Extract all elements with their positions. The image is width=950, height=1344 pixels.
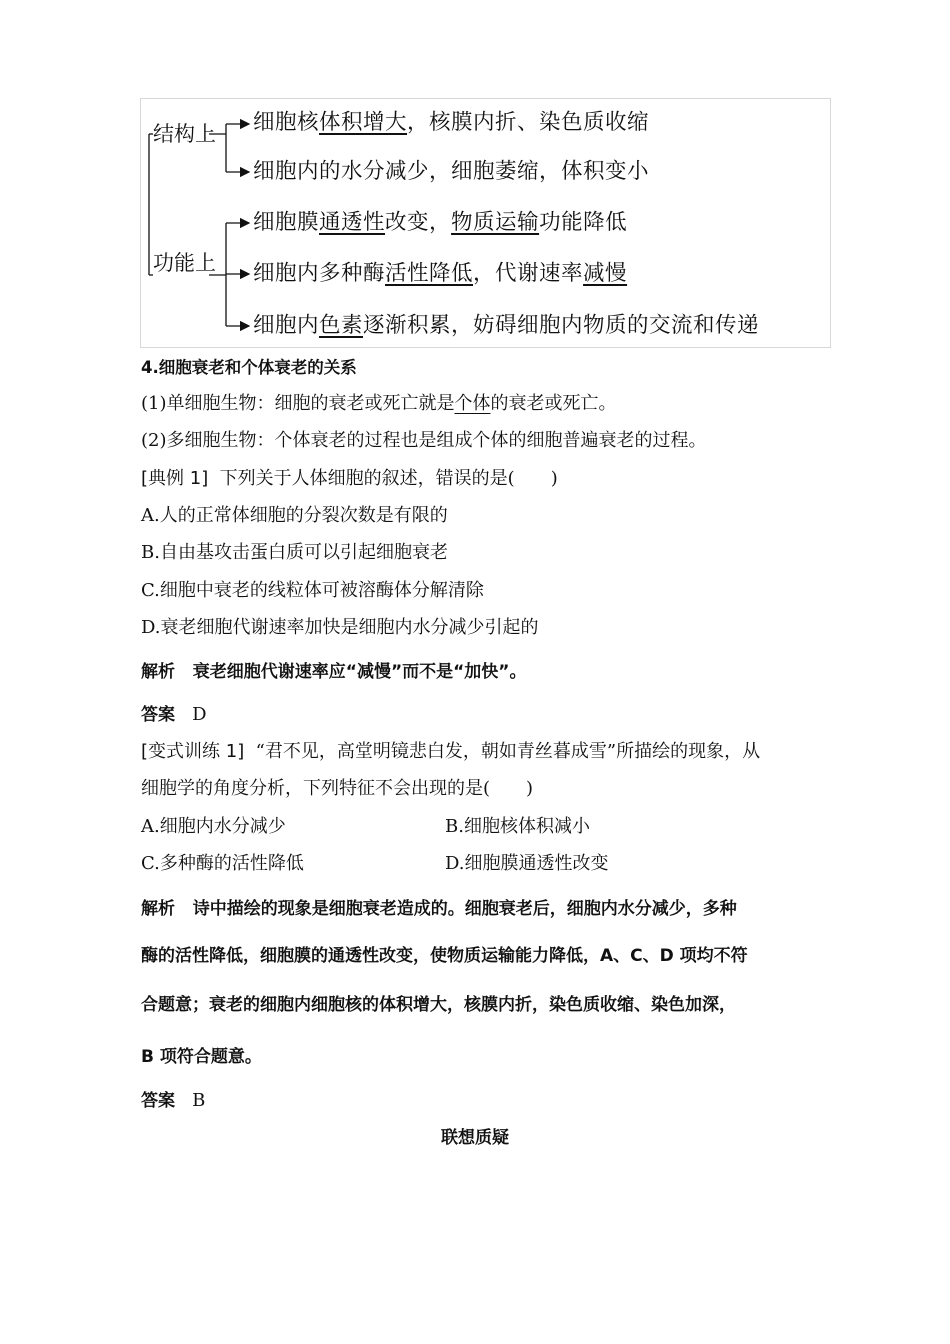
function-line-1 <box>253 209 627 237</box>
example-1-tag: [典例 1] <box>141 468 209 489</box>
line-text-segment: 细胞内多种酶 <box>253 261 386 286</box>
example-1-answer <box>141 703 207 727</box>
underlined-term: 通透性 <box>319 210 386 235</box>
function-label: 功能上 <box>153 251 216 275</box>
variant-1-answer-value: B <box>192 1090 206 1111</box>
variant-1-analysis-line-4: B 项符合题意。 <box>141 1047 262 1067</box>
underlined-term: 体积增大 <box>319 110 408 135</box>
example-1-analysis-text: 衰老细胞代谢速率应“减慢”而不是“加快”。 <box>192 662 527 682</box>
example-1-answer-value: D <box>192 704 207 725</box>
underlined-term: 活性降低 <box>385 261 474 286</box>
variant-1-analysis-line-1 <box>141 897 737 921</box>
example-1-option-d: D.衰老细胞代谢速率加快是细胞内水分减少引起的 <box>141 617 539 638</box>
line-text-segment: 逐渐积累，妨碍细胞内物质的交流和传递 <box>363 313 760 338</box>
variant-1-analysis-line-3: 合题意；衰老的细胞内细胞核的体积增大，核膜内折，染色质收缩、染色加深， <box>141 995 736 1015</box>
example-1-answer-label: 答案 <box>141 705 175 725</box>
line-text-segment: 细胞核 <box>253 110 320 135</box>
line-text-segment: ，代谢速率 <box>473 261 584 286</box>
variant-1-answer <box>141 1089 205 1113</box>
line-text-segment: 细胞内的水分减少，细胞萎缩，体积变小 <box>253 159 650 184</box>
paragraph-1 <box>141 392 617 416</box>
example-1-stem: 下列关于人体细胞的叙述，错误的是( ) <box>219 468 558 489</box>
variant-1-stem-1: “君不见，高堂明镜悲白发，朝如青丝暮成雪”所描绘的现象，从 <box>255 741 761 762</box>
variant-1-option-a: A.细胞内水分减少 <box>141 816 286 837</box>
aging-features-diagram <box>140 98 831 348</box>
structure-label: 结构上 <box>153 122 216 146</box>
variant-1-analysis-text-1: 诗中描绘的现象是细胞衰老造成的。细胞衰老后，细胞内水分减少，多种 <box>192 899 737 919</box>
section-heading: 4.细胞衰老和个体衰老的关系 <box>141 358 357 377</box>
function-line-3 <box>253 312 759 340</box>
underlined-term: 减慢 <box>583 261 628 286</box>
example-1-option-c: C.细胞中衰老的线粒体可被溶酶体分解清除 <box>141 580 484 601</box>
variant-1-option-b: B.细胞核体积减小 <box>445 816 590 837</box>
example-1-analysis <box>141 660 526 684</box>
underlined-term: 物质运输 <box>451 210 540 235</box>
example-1-analysis-label: 解析 <box>141 662 175 682</box>
line-text-segment: 细胞内 <box>253 313 320 338</box>
example-1-option-b: B.自由基攻击蛋白质可以引起细胞衰老 <box>141 542 448 563</box>
structure-line-1 <box>253 109 649 137</box>
paragraph-1-underlined: 个体 <box>454 393 491 414</box>
structure-line-2 <box>253 158 649 186</box>
function-line-2 <box>253 260 627 288</box>
paragraph-1-pre: (1)单细胞生物：细胞的衰老或死亡就是 <box>141 393 455 414</box>
variant-1-answer-label: 答案 <box>141 1091 175 1111</box>
paragraph-2: (2)多细胞生物：个体衰老的过程也是组成个体的细胞普遍衰老的过程。 <box>141 430 707 451</box>
variant-1-analysis-line-2: 酶的活性降低，细胞膜的通透性改变，使物质运输能力降低，A、C、D 项均不符 <box>141 946 748 966</box>
line-text-segment: ，核膜内折、染色质收缩 <box>407 110 650 135</box>
associate-question-heading: 联想质疑 <box>441 1128 509 1148</box>
line-text-segment: 功能降低 <box>539 210 628 235</box>
variant-1-question-line-2: 细胞学的角度分析，下列特征不会出现的是( ) <box>141 778 534 799</box>
paragraph-1-post: 的衰老或死亡。 <box>490 393 617 414</box>
line-text-segment: 改变， <box>385 210 452 235</box>
variant-1-analysis-label: 解析 <box>141 899 175 919</box>
variant-1-option-d: D.细胞膜通透性改变 <box>445 853 609 874</box>
example-1-question <box>141 467 558 491</box>
underlined-term: 色素 <box>319 313 364 338</box>
variant-1-tag: [变式训练 1] <box>141 741 245 762</box>
variant-1-question-line-1 <box>141 740 760 764</box>
line-text-segment: 细胞膜 <box>253 210 320 235</box>
variant-1-option-c: C.多种酶的活性降低 <box>141 853 304 874</box>
example-1-option-a: A.人的正常体细胞的分裂次数是有限的 <box>141 505 448 526</box>
